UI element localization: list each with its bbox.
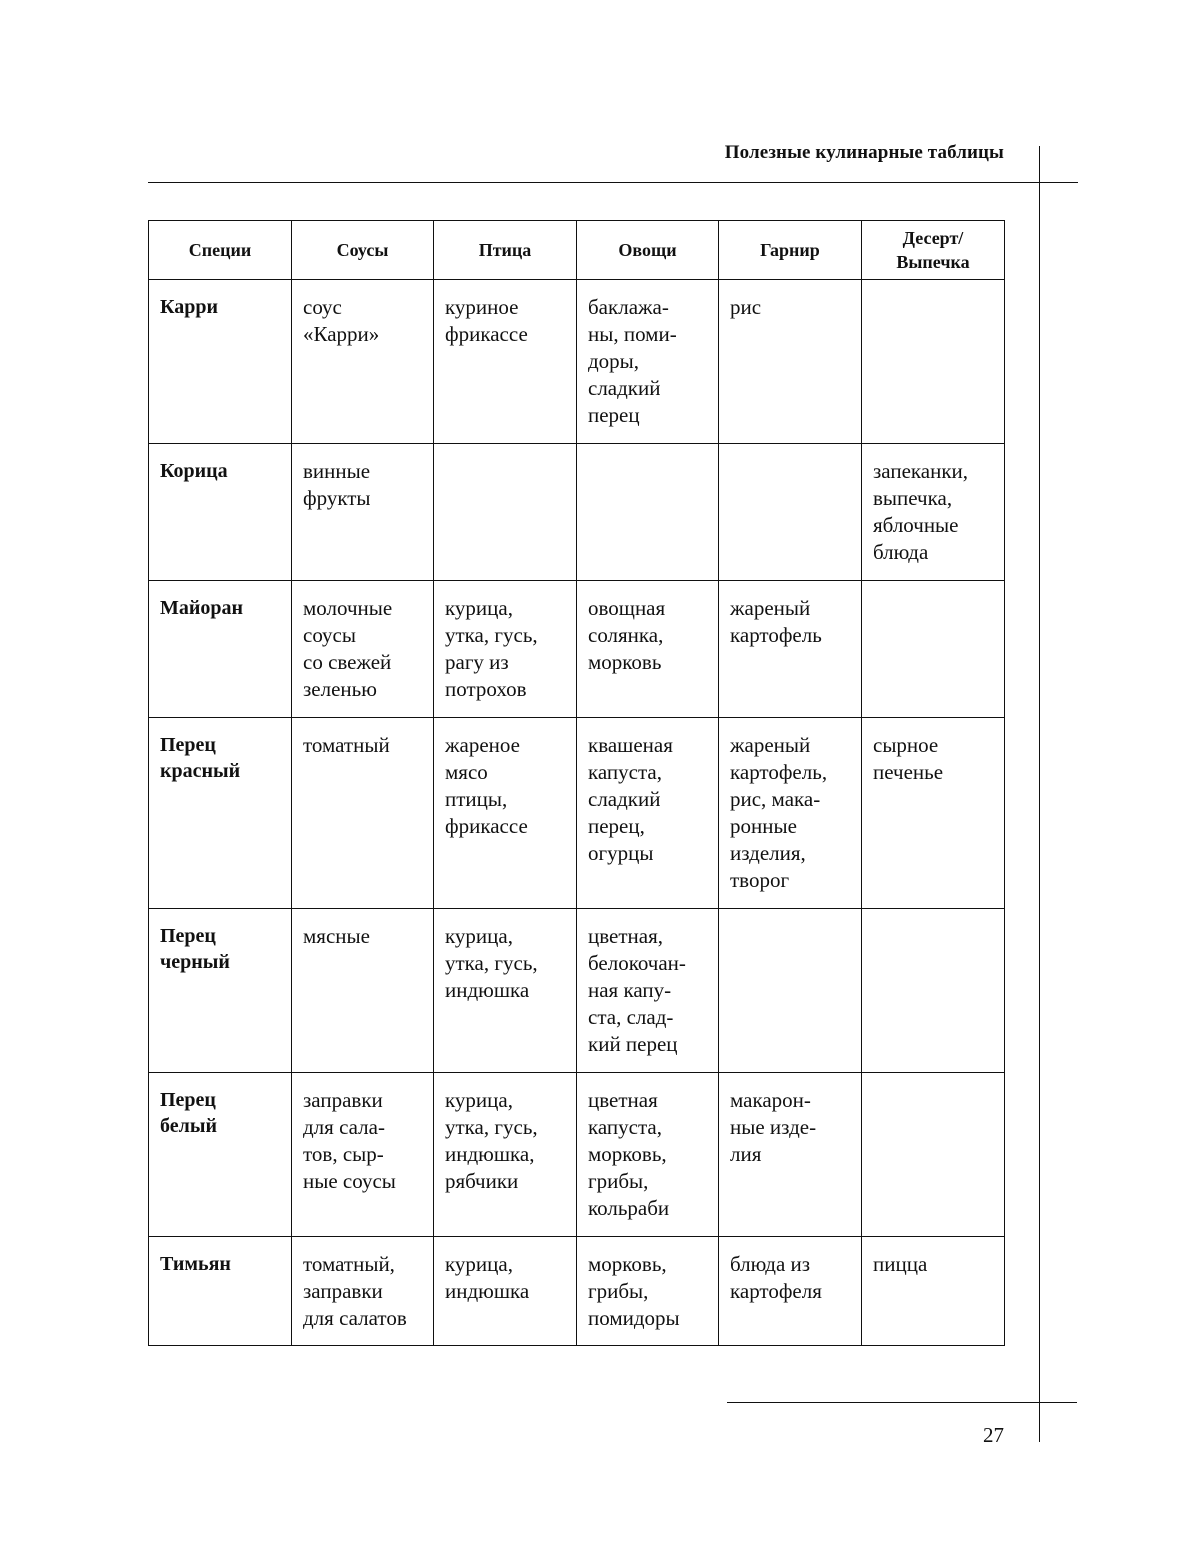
dessert-cell [862,909,1005,1073]
spice-name-cell: Тимьян [149,1237,292,1346]
running-header: Полезные кулинарные таблицы [724,142,1004,163]
table-row [149,280,1005,444]
sauces-cell: соус «Карри» [292,280,434,444]
poultry-cell: куриное фрикассе [434,280,577,444]
vegetables-cell: цветная, белокочан- ная капу- ста, слад- кий перец [577,909,719,1073]
table-row [149,718,1005,909]
sauces-cell: винные фрукты [292,444,434,581]
sauces-cell: томатный [292,718,434,909]
vegetables-cell [577,444,719,581]
poultry-cell: курица, индюшка [434,1237,577,1346]
spice-name-cell: Корица [149,444,292,581]
poultry-cell: курица, утка, гусь, рагу из потрохов [434,581,577,718]
column-header-vegetables: Овощи [577,221,719,280]
page-number: 27 [983,1423,1004,1447]
sauces-cell: мясные [292,909,434,1073]
vegetables-cell: квашеная капуста, сладкий перец, огурцы [577,718,719,909]
vegetables-cell: баклажа- ны, поми- доры, сладкий перец [577,280,719,444]
spice-name-cell: Перец белый [149,1073,292,1237]
table-row [149,581,1005,718]
garnish-cell: блюда из картофеля [719,1237,862,1346]
spice-name-cell: Карри [149,280,292,444]
dessert-cell: запеканки, выпечка, яблочные блюда [862,444,1005,581]
dessert-cell [862,1073,1005,1237]
spice-name-cell: Перец красный [149,718,292,909]
footer-rule [727,1402,1077,1403]
garnish-cell: жареный картофель, рис, мака- ронные изделия, творог [719,718,862,909]
sauces-cell: молочные соусы со свежей зеленью [292,581,434,718]
sauces-cell: заправки для сала- тов, сыр- ные соусы [292,1073,434,1237]
garnish-cell [719,444,862,581]
dessert-cell: сырное печенье [862,718,1005,909]
poultry-cell [434,444,577,581]
spice-pairing-table [148,220,1005,1346]
vegetables-cell: морковь, грибы, помидоры [577,1237,719,1346]
poultry-cell: жареное мясо птицы, фрикассе [434,718,577,909]
column-header-spices: Специи [149,221,292,280]
garnish-cell [719,909,862,1073]
garnish-cell: рис [719,280,862,444]
vegetables-cell: овощная солянка, морковь [577,581,719,718]
dessert-cell [862,581,1005,718]
table-row [149,1237,1005,1346]
spice-name-cell: Майоран [149,581,292,718]
header-rule [148,182,1078,183]
garnish-cell: жареный картофель [719,581,862,718]
table-header-row [149,221,1005,280]
column-header-poultry: Птица [434,221,577,280]
column-header-garnish: Гарнир [719,221,862,280]
poultry-cell: курица, утка, гусь, индюшка [434,909,577,1073]
dessert-cell: пицца [862,1237,1005,1346]
vegetables-cell: цветная капуста, морковь, грибы, кольраби [577,1073,719,1237]
column-header-dessert: Десерт/ Выпечка [862,221,1005,280]
table-row [149,1073,1005,1237]
column-header-sauces: Соусы [292,221,434,280]
margin-rule [1039,146,1040,1442]
table-row [149,444,1005,581]
spice-name-cell: Перец черный [149,909,292,1073]
table-row [149,909,1005,1073]
sauces-cell: томатный, заправки для салатов [292,1237,434,1346]
garnish-cell: макарон- ные изде- лия [719,1073,862,1237]
poultry-cell: курица, утка, гусь, индюшка, рябчики [434,1073,577,1237]
dessert-cell [862,280,1005,444]
